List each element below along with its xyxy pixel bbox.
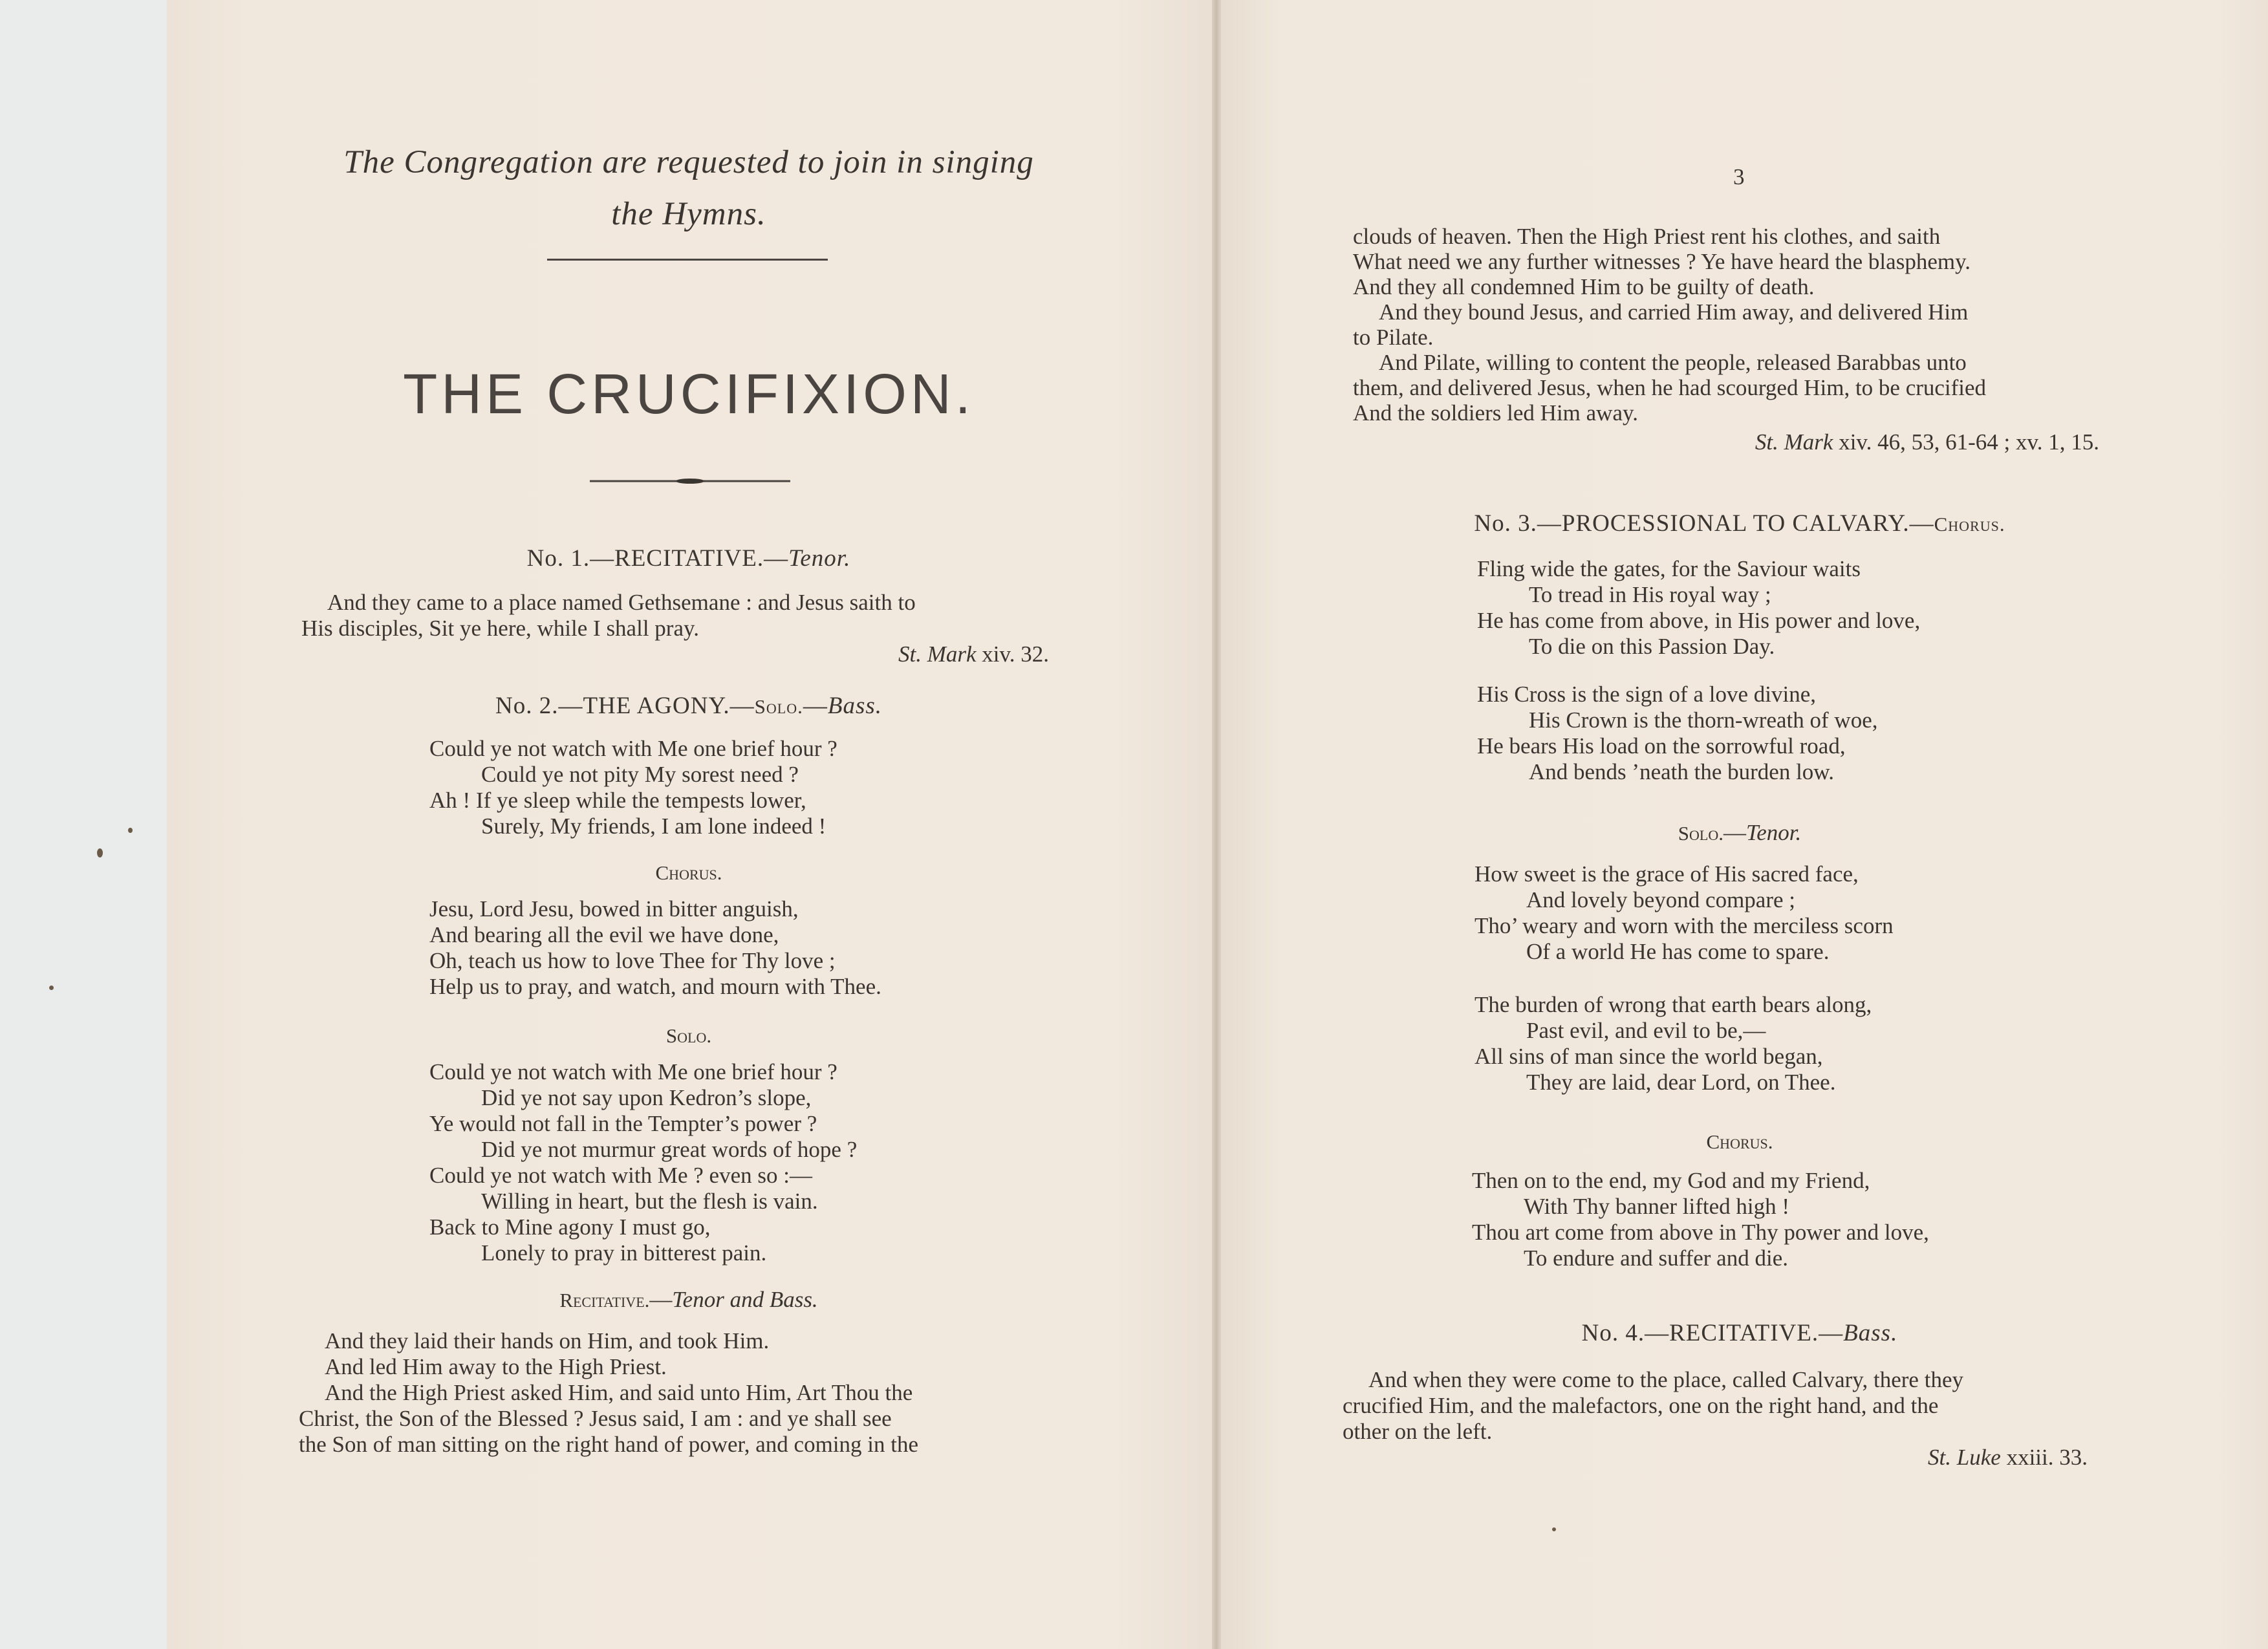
- verse-line: Oh, teach us how to love Thee for Thy love ;: [429, 948, 836, 973]
- no2-solo: Solo.: [754, 695, 803, 718]
- cont-ref-verse: xiv. 46, 53, 61-64 ; xv. 1, 15.: [1833, 429, 2099, 455]
- no3-verse-3: [1474, 861, 1894, 965]
- no1-heading: [304, 544, 1074, 572]
- prose-line: And the soldiers led Him away.: [1353, 400, 1638, 426]
- prose-line: What need we any further witnesses ? Ye have heard the blasphemy.: [1353, 249, 1971, 274]
- verse-line: He has come from above, in His power and love,: [1477, 608, 1921, 633]
- no1-text-line-1: And they came to a place named Gethsemane : and Jesus saith to: [327, 590, 916, 615]
- no2-recit-heading: [304, 1287, 1074, 1313]
- no1-voice: Tenor.: [788, 545, 851, 572]
- prose-line: other on the left.: [1343, 1419, 1493, 1444]
- no3-heading-text: No. 3.—PROCESSIONAL TO CALVARY.—: [1474, 510, 1934, 537]
- verse-line: Ye would not fall in the Tempter’s power ?: [429, 1111, 817, 1136]
- prose-line: And they all condemned Him to be guilty of death.: [1353, 274, 1815, 299]
- verse-line: Thou art come from above in Thy power and love,: [1472, 1220, 1929, 1245]
- paper-speck: [1552, 1527, 1556, 1531]
- verse-line: Jesu, Lord Jesu, bowed in bitter anguish,: [429, 896, 799, 921]
- prose-line: And they laid their hands on Him, and took Him.: [325, 1328, 770, 1353]
- no2-solo-label: Solo.: [665, 1024, 712, 1047]
- intro-line-1: The Congregation are requested to join in singing: [343, 144, 1034, 180]
- page-title: THE CRUCIFIXION.: [403, 363, 975, 426]
- paper-speck: [128, 828, 133, 833]
- verse-line: Surely, My friends, I am lone indeed !: [481, 814, 826, 839]
- verse-line: All sins of man since the world began,: [1474, 1044, 1823, 1069]
- no2-heading-text: No. 2.—THE AGONY.—: [495, 693, 755, 719]
- prose-line: to Pilate.: [1353, 325, 1434, 350]
- no2-recit-text: [299, 1328, 1075, 1458]
- prose-line: And when they were come to the place, called Calvary, there they: [1368, 1367, 1963, 1392]
- verse-line: And bearing all the evil we have done,: [429, 922, 779, 947]
- verse-line: To tread in His royal way ;: [1529, 582, 1771, 607]
- prose-line: And the High Priest asked Him, and said unto Him, Art Thou the: [325, 1380, 913, 1405]
- verse-line: Willing in heart, but the flesh is vain.: [481, 1189, 818, 1214]
- no3-heading: [1353, 510, 2126, 537]
- paper-speck: [97, 848, 103, 857]
- ornament-divider: [590, 476, 790, 486]
- no3-chorus-label: Chorus.: [1706, 1130, 1773, 1153]
- cont-ref-book: St. Mark: [1755, 429, 1833, 455]
- verse-line: To die on this Passion Day.: [1529, 634, 1775, 659]
- continued-recitative: [1353, 224, 2126, 426]
- prose-line: them, and delivered Jesus, when he had scourged Him, to be crucified: [1353, 375, 1987, 400]
- verse-line: To endure and suffer and die.: [1524, 1245, 1788, 1271]
- no3-verse-2: [1477, 682, 1877, 785]
- continued-reference: [1617, 429, 2099, 455]
- verse-line: And lovely beyond compare ;: [1526, 887, 1796, 912]
- no3-solo-heading: [1353, 820, 2126, 846]
- no1-text: [301, 590, 1075, 641]
- prose-line: clouds of heaven. Then the High Priest rent his clothes, and saith: [1353, 224, 1941, 249]
- verse-line: Of a world He has come to spare.: [1526, 939, 1830, 964]
- prose-line: And led Him away to the High Priest.: [325, 1354, 667, 1379]
- no3-solo-dash: —: [1723, 820, 1746, 845]
- no2-verse-1: [429, 736, 837, 839]
- no3-chorus-word: Chorus.: [1934, 513, 2005, 535]
- no1-ref-book: St. Mark: [898, 641, 977, 667]
- no4-heading: [1353, 1319, 2126, 1347]
- no4-voice: Bass.: [1843, 1320, 1898, 1346]
- prose-line: crucified Him, and the malefactors, one on the right hand, and the: [1343, 1393, 1939, 1418]
- no3-solo-voice: Tenor.: [1745, 820, 1802, 845]
- verse-line: Help us to pray, and watch, and mourn with Thee.: [429, 974, 881, 999]
- no2-dash: —: [803, 693, 828, 719]
- no1-reference: [711, 641, 1049, 667]
- no3-verse-4: [1474, 992, 1872, 1095]
- verse-line: Past evil, and evil to be,—: [1526, 1018, 1766, 1043]
- verse-line: Could ye not pity My sorest need ?: [481, 762, 799, 787]
- verse-line: Tho’ weary and worn with the merciless scorn: [1474, 913, 1894, 938]
- verse-line: Fling wide the gates, for the Saviour waits: [1477, 556, 1861, 581]
- no4-ref-book: St. Luke: [1928, 1445, 2001, 1470]
- verse-line: He bears His load on the sorrowful road,: [1477, 733, 1846, 759]
- no2-recit-voice: Tenor and Bass.: [672, 1287, 818, 1312]
- verse-line: And bends ’neath the burden low.: [1529, 759, 1835, 784]
- verse-line: Could ye not watch with Me one brief hour ?: [429, 736, 837, 761]
- no2-recit-dash: —: [649, 1287, 673, 1312]
- no2-solo-verse: [429, 1059, 857, 1266]
- verse-line: How sweet is the grace of His sacred face,: [1474, 861, 1859, 887]
- paper-speck: [49, 986, 54, 990]
- intro-line-2: the Hymns.: [611, 196, 766, 232]
- no3-solo-label: Solo.: [1678, 822, 1723, 845]
- no1-text-line-2: His disciples, Sit ye here, while I shall pray.: [301, 616, 699, 641]
- verse-line: With Thy banner lifted high !: [1524, 1194, 1790, 1219]
- verse-line: They are laid, dear Lord, on Thee.: [1526, 1070, 1836, 1095]
- page-number: 3: [1733, 164, 1745, 189]
- no3-verse-1: [1477, 556, 1920, 660]
- prose-line: And Pilate, willing to content the people, released Barabbas unto: [1379, 350, 1967, 375]
- no2-recit-label: Recitative.: [559, 1289, 650, 1311]
- book-gutter: [1212, 0, 1221, 1649]
- prose-line: Christ, the Son of the Blessed ? Jesus said, I am : and ye shall see: [299, 1406, 892, 1431]
- intro-divider: [547, 259, 828, 261]
- prose-line: the Son of man sitting on the right hand of power, and coming in the: [299, 1432, 919, 1457]
- no4-reference: [1746, 1445, 2088, 1471]
- no1-ref-verse: xiv. 32.: [976, 641, 1049, 667]
- verse-line: Could ye not watch with Me one brief hour ?: [429, 1059, 837, 1084]
- verse-line: His Crown is the thorn-wreath of woe,: [1529, 707, 1878, 733]
- prose-line: And they bound Jesus, and carried Him away, and delivered Him: [1379, 299, 1969, 325]
- no1-heading-text: No. 1.—RECITATIVE.—: [526, 545, 789, 572]
- verse-line: Did ye not murmur great words of hope ?: [481, 1137, 858, 1162]
- verse-line: Ah ! If ye sleep while the tempests lower,: [429, 788, 806, 813]
- verse-line: Then on to the end, my God and my Friend,: [1472, 1168, 1870, 1193]
- no4-text: [1343, 1367, 2116, 1445]
- verse-line: His Cross is the sign of a love divine,: [1477, 682, 1816, 707]
- no4-ref-verse: xxiii. 33.: [2000, 1445, 2088, 1470]
- verse-line: Could ye not watch with Me ? even so :—: [429, 1163, 812, 1188]
- no2-voice: Bass.: [827, 693, 883, 719]
- no4-heading-text: No. 4.—RECITATIVE.—: [1581, 1320, 1844, 1346]
- verse-line: Back to Mine agony I must go,: [429, 1214, 711, 1240]
- no2-chorus-label: Chorus.: [655, 861, 722, 884]
- verse-line: Did ye not say upon Kedron’s slope,: [481, 1085, 812, 1110]
- no2-chorus: [429, 896, 881, 1000]
- verse-line: Lonely to pray in bitterest pain.: [481, 1240, 767, 1266]
- verse-line: The burden of wrong that earth bears along,: [1474, 992, 1872, 1017]
- no3-verse-5: [1472, 1168, 1929, 1271]
- no2-heading: [304, 692, 1074, 720]
